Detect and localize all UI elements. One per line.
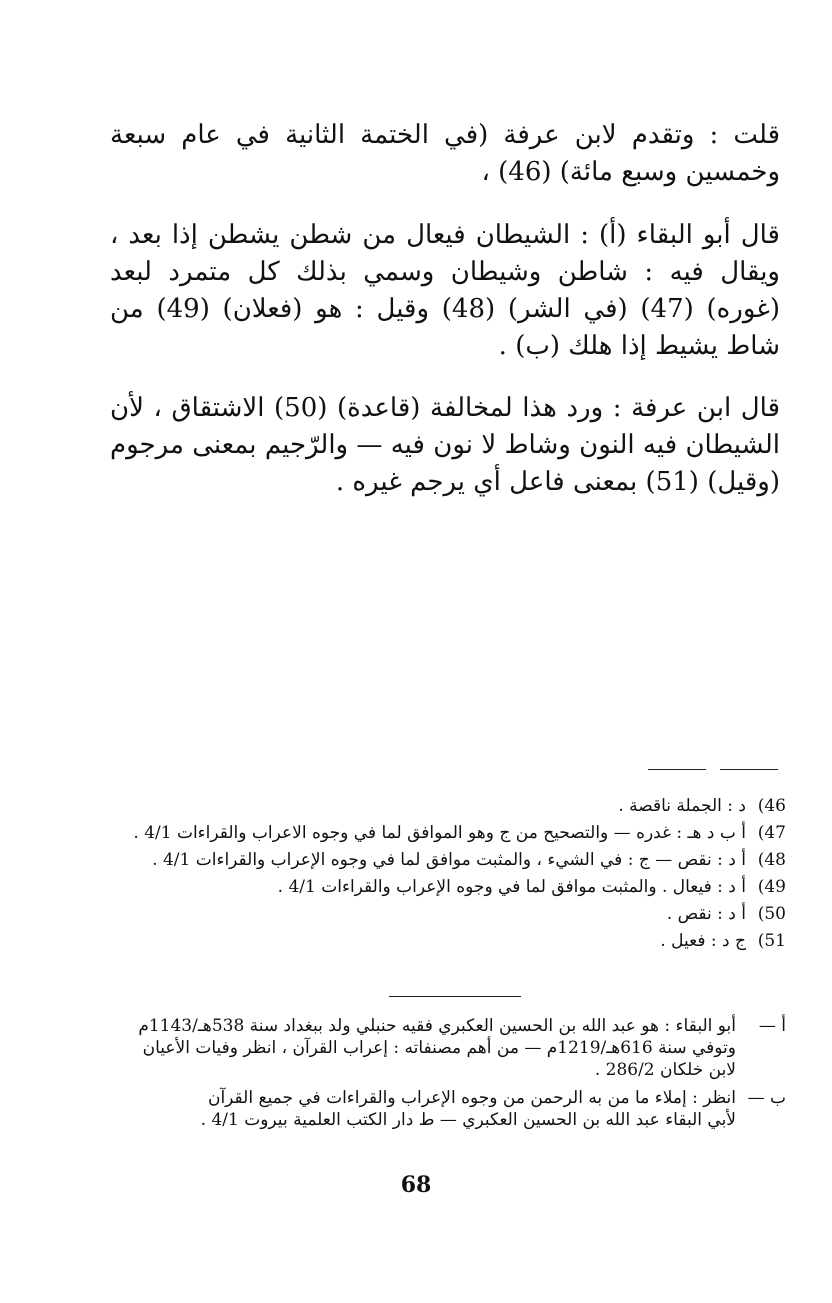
note-a: [56, 1015, 786, 1081]
footnote-text: د : الجملة ناقصة .: [618, 796, 746, 816]
footnote-51: [86, 928, 786, 955]
paragraph-3: قال ابن عرفة : ورد هذا لمخالفة (قاعدة) (50) الاشتقاق ، لأن الشيطان فيه النون وشاط لا نون فيه — والرّجيم بمعنى مرجوم (وقيل) (51) بمعنى فاعل أي يرجم غيره .: [110, 393, 780, 497]
note-marker: أ —: [758, 1016, 786, 1036]
footnote-text: أ د : نقص .: [666, 904, 746, 924]
footnote-text: أ د : فيعال . والمثبت موافق لما في وجوه الإعراب والقراءات 4/1 .: [277, 877, 746, 897]
footnote-number: 50): [757, 904, 786, 924]
footnote-50: [86, 901, 786, 928]
footnote-number: 46): [757, 796, 786, 816]
note-marker: ب —: [747, 1088, 786, 1108]
editor-notes: [56, 1015, 786, 1137]
footnote-number: 48): [757, 850, 786, 870]
footnote-text: أ ب د هـ : غدره — والتصحيح من ج وهو الموافق لما في وجوه الاعراب والقراءات 4/1 .: [133, 823, 746, 843]
footnote-separator-right: [720, 769, 778, 770]
footnote-49: [86, 874, 786, 901]
paragraph-2: قال أبو البقاء (أ) : الشيطان فيعال من شطن يشطن إذا بعد ، ويقال فيه : شاطن وشيطان وسمي بذلك كل متمرد لبعد (غوره) (47) (في الشر) (48) وقيل : هو (فعلان) (49) من شاط يشيط إذا هلك (ب) .: [110, 220, 781, 361]
page-number: 68: [400, 1172, 432, 1198]
note-line: وتوفي سنة 616هـ/1219م — من أهم مصنفاته : إعراب القرآن ، انظر وفيات الأعيان: [142, 1038, 736, 1058]
footnote-text: ج د : فعيل .: [660, 931, 746, 951]
note-line: انظر : إملاء ما من به الرحمن من وجوه الإعراب والقراءات في جميع القرآن: [207, 1088, 736, 1108]
note-line: لأبي البقاء عبد الله بن الحسين العكبري — ط دار الكتب العلمية بيروت 4/1 .: [200, 1110, 736, 1130]
footnote-separator-left: [648, 769, 706, 770]
notes-separator: [389, 996, 521, 997]
footnotes-list: [86, 793, 786, 955]
footnote-47: [86, 820, 786, 847]
note-b: [56, 1087, 786, 1131]
footnote-46: [86, 793, 786, 820]
footnote-48: [86, 847, 786, 874]
footnote-number: 49): [757, 877, 786, 897]
note-line: أبو البقاء : هو عبد الله بن الحسين العكبري فقيه حنبلي ولد ببغداد سنة 538هـ/1143م: [138, 1016, 736, 1036]
footnote-number: 47): [757, 823, 786, 843]
footnote-text: أ د : نقص — ج : في الشيء ، والمثبت موافق لما في وجوه الإعراب والقراءات 4/1 .: [152, 850, 746, 870]
paragraph-1: قلت : وتقدم لابن عرفة (في الختمة الثانية في عام سبعة وخمسين وسبع مائة) (46) ،: [110, 120, 780, 187]
footnote-number: 51): [757, 931, 786, 951]
note-line: لابن خلكان 286/2 .: [594, 1060, 736, 1080]
